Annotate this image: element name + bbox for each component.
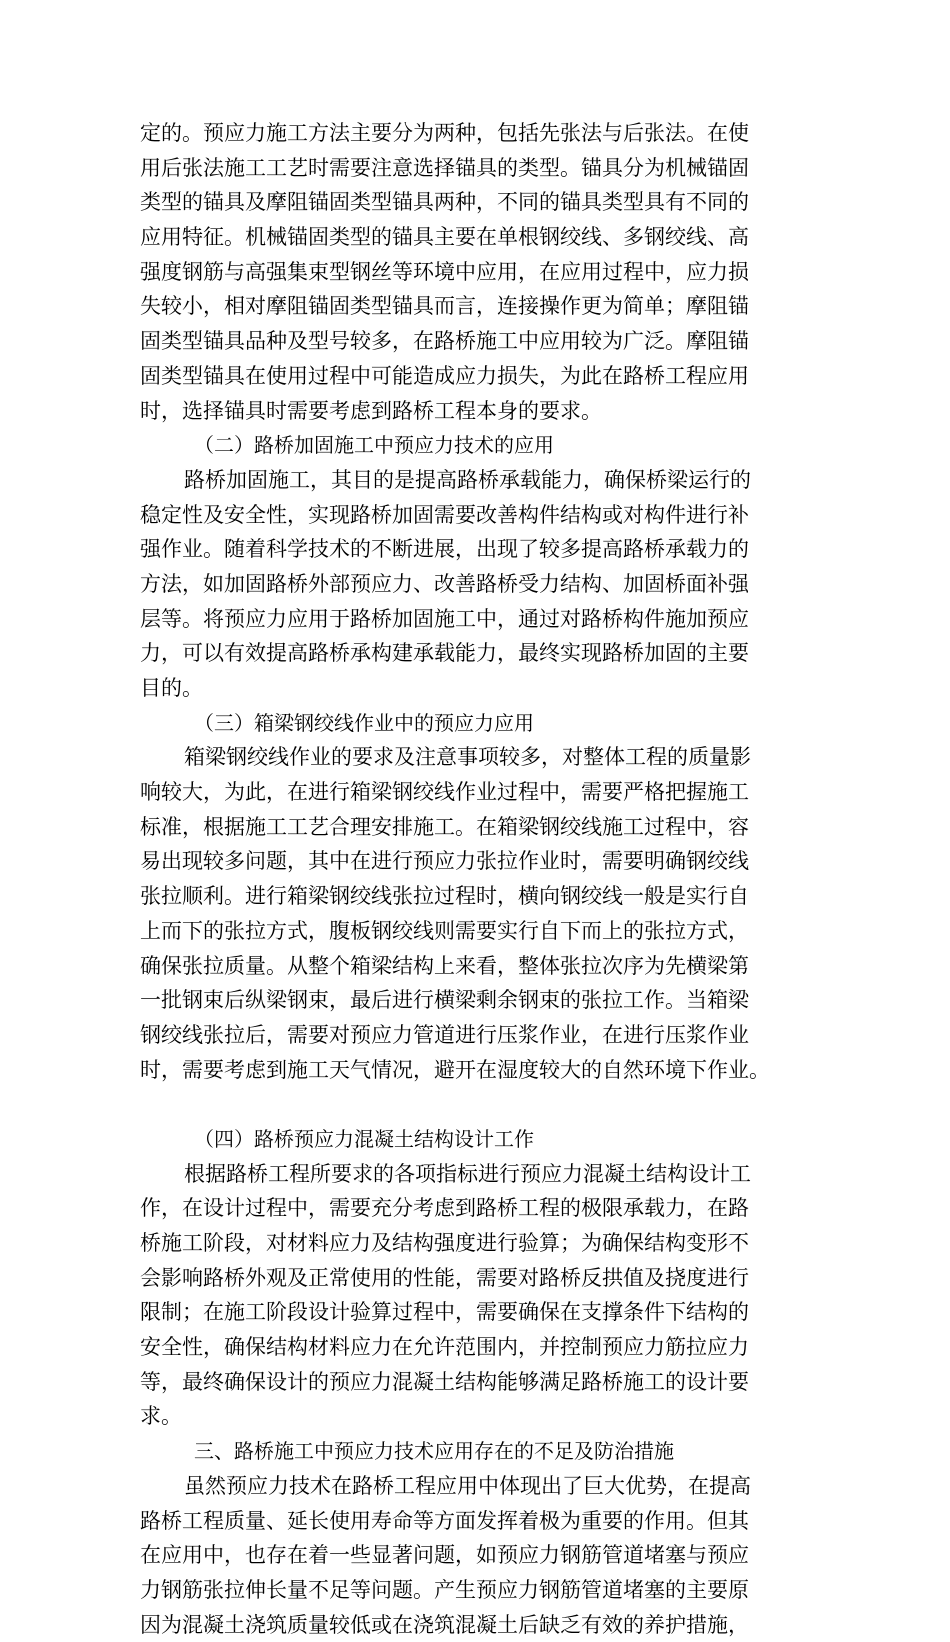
text-line: 力，可以有效提高路桥承构建承载能力，最终实现路桥加固的主要 [140, 641, 749, 666]
text-line: 响较大，为此，在进行箱梁钢绞线作业过程中，需要严格把握施工 [140, 780, 749, 805]
text-line: 标准，根据施工工艺合理安排施工。在箱梁钢绞线施工过程中，容 [140, 814, 749, 839]
text-line: 会影响路桥外观及正常使用的性能，需要对路桥反拱值及挠度进行 [140, 1265, 749, 1290]
paragraph-shortcomings [140, 1469, 820, 1642]
paragraph-anchor-types [140, 116, 820, 428]
text-line: 定的。预应力施工方法主要分为两种，包括先张法与后张法。在使 [140, 121, 749, 145]
text-line: 强作业。随着科学技术的不断进展，出现了较多提高路桥承载力的 [140, 537, 749, 562]
text-line: 安全性，确保结构材料应力在允许范围内，并控制预应力筋拉应力 [140, 1335, 749, 1360]
paragraph-reinforcement [140, 463, 820, 706]
text-line: 上而下的张拉方式，腹板钢绞线则需要实行自下而上的张拉方式， [140, 918, 749, 943]
text-line: 固类型锚具在使用过程中可能造成应力损失，为此在路桥工程应用 [140, 363, 749, 388]
text-line: 作，在设计过程中，需要充分考虑到路桥工程的极限承载力，在路 [140, 1196, 749, 1221]
text-line: 因为混凝土浇筑质量较低或在浇筑混凝土后缺乏有效的养护措施， [140, 1612, 749, 1637]
section-heading-5: 三、路桥施工中预应力技术应用存在的不足及防治措施 [194, 1439, 674, 1464]
section-heading-4: （四）路桥预应力混凝土结构设计工作 [194, 1126, 534, 1151]
text-line: 固类型锚具品种及型号较多，在路桥施工中应用较为广泛。摩阻锚 [140, 329, 749, 354]
text-line: 等，最终确保设计的预应力混凝土结构能够满足路桥施工的设计要 [140, 1369, 749, 1394]
section-heading-2: （二）路桥加固施工中预应力技术的应用 [194, 433, 554, 458]
text-line: 张拉顺利。进行箱梁钢绞线张拉过程时，横向钢绞线一般是实行自 [140, 884, 749, 909]
text-line: 用后张法施工工艺时需要注意选择锚具的类型。锚具分为机械锚固 [140, 155, 749, 180]
text-line: 目的。 [140, 676, 203, 700]
text-line: 根据路桥工程所要求的各项指标进行预应力混凝土结构设计工 [184, 1161, 751, 1186]
text-line: 箱梁钢绞线作业的要求及注意事项较多，对整体工程的质量影 [184, 745, 751, 770]
text-line: 失较小，相对摩阻锚固类型锚具而言，连接操作更为简单；摩阻锚 [140, 294, 749, 319]
text-line: 钢绞线张拉后，需要对预应力管道进行压浆作业，在进行压浆作业 [140, 1022, 749, 1047]
text-line: 确保张拉质量。从整个箱梁结构上来看，整体张拉次序为先横梁第 [140, 953, 749, 978]
text-line: 桥施工阶段，对材料应力及结构强度进行验算；为确保结构变形不 [140, 1231, 749, 1255]
text-line: 强度钢筋与高强集束型钢丝等环境中应用，在应用过程中，应力损 [140, 259, 749, 284]
text-line: 方法，如加固路桥外部预应力、改善路桥受力结构、加固桥面补强 [140, 571, 749, 596]
text-line: 层等。将预应力应用于路桥加固施工中，通过对路桥构件施加预应 [140, 606, 749, 631]
text-line: 路桥加固施工，其目的是提高路桥承载能力，确保桥梁运行的 [184, 467, 751, 492]
section-heading-3: （三）箱梁钢绞线作业中的预应力应用 [194, 710, 534, 735]
text-line: 在应用中，也存在着一些显著问题，如预应力钢筋管道堵塞与预应 [140, 1543, 749, 1568]
text-line: 时，需要考虑到施工天气情况，避开在湿度较大的自然环境下作业。 [140, 1057, 770, 1082]
text-line: 一批钢束后纵梁钢束，最后进行横梁剩余钢束的张拉工作。当箱梁 [140, 988, 749, 1013]
text-line: 路桥工程质量、延长使用寿命等方面发挥着极为重要的作用。但其 [140, 1508, 749, 1533]
text-line: 应用特征。机械锚固类型的锚具主要在单根钢绞线、多钢绞线、高 [140, 225, 749, 250]
text-line: 类型的锚具及摩阻锚固类型锚具两种，不同的锚具类型具有不同的 [140, 190, 749, 215]
text-line: 时，选择锚具时需要考虑到路桥工程本身的要求。 [140, 398, 602, 423]
text-line: 求。 [140, 1404, 182, 1429]
blank-line [140, 1087, 820, 1122]
document-body [140, 116, 820, 1642]
text-line: 虽然预应力技术在路桥工程应用中体现出了巨大优势，在提高 [184, 1473, 751, 1498]
text-line: 易出现较多问题，其中在进行预应力张拉作业时，需要明确钢绞线 [140, 849, 749, 874]
paragraph-box-girder [140, 740, 820, 1087]
paragraph-structural-design [140, 1157, 820, 1435]
text-line: 力钢筋张拉伸长量不足等问题。产生预应力钢筋管道堵塞的主要原 [140, 1577, 749, 1602]
text-line: 限制；在施工阶段设计验算过程中，需要确保在支撑条件下结构的 [140, 1300, 749, 1325]
text-line: 稳定性及安全性，实现路桥加固需要改善构件结构或对构件进行补 [140, 502, 749, 527]
